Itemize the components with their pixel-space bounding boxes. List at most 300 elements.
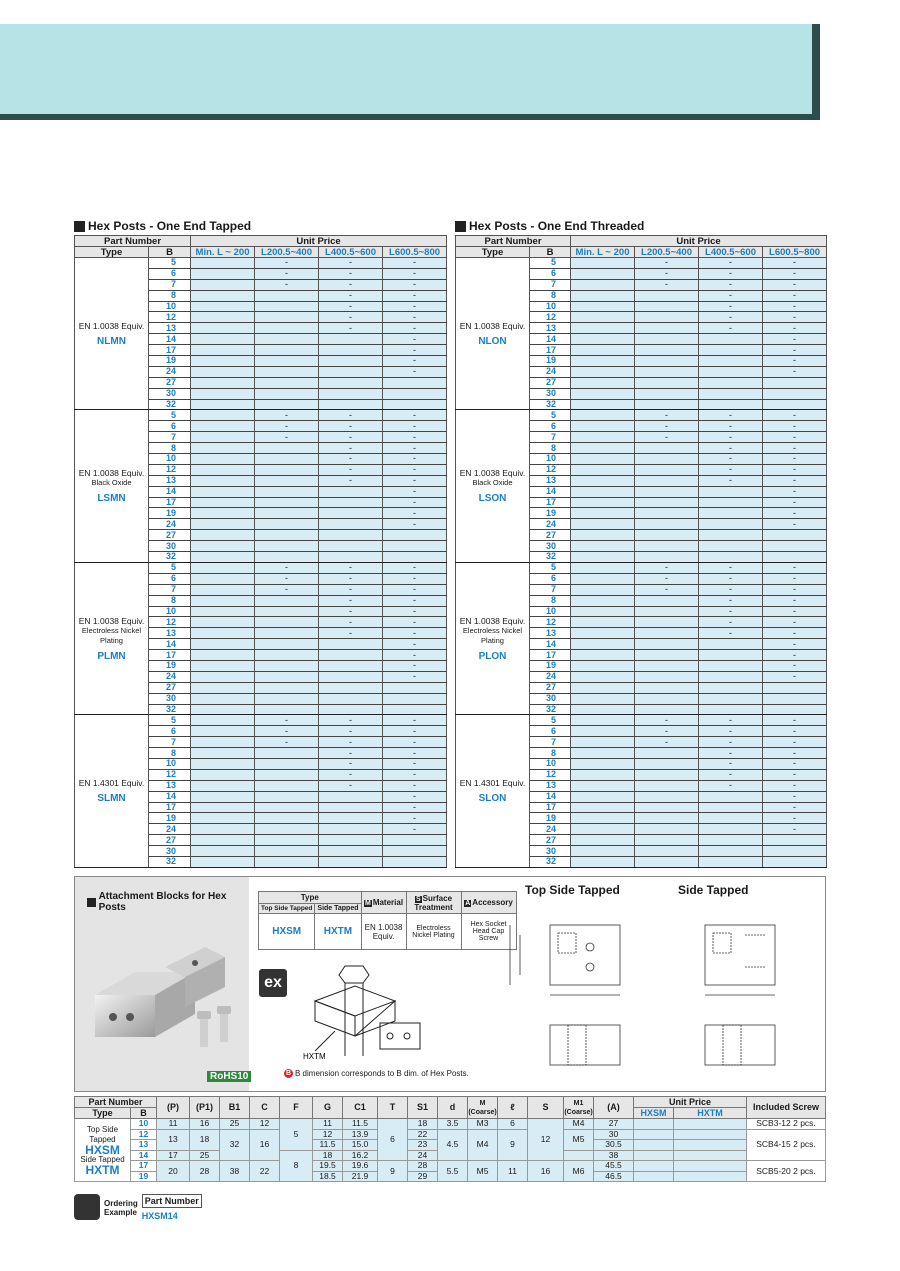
price-cell: - [319, 301, 383, 312]
price-cell [699, 835, 763, 846]
price-cell: - [763, 279, 827, 290]
table-row [75, 258, 447, 269]
ordering-icon [74, 1194, 100, 1220]
dims-cell: 16 [190, 1119, 220, 1130]
price-cell [635, 552, 699, 563]
price-cell [635, 388, 699, 399]
dims-cell: 24 [408, 1150, 438, 1161]
price-cell [191, 552, 255, 563]
price-cell [635, 530, 699, 541]
b-value: 12 [149, 312, 191, 323]
dims-cell: 16 [528, 1161, 564, 1182]
price-cell [191, 573, 255, 584]
b-value: 17 [149, 650, 191, 661]
price-cell [635, 464, 699, 475]
price-cell [191, 660, 255, 671]
price-cell [635, 791, 699, 802]
price-cell [383, 846, 447, 857]
price-cell [763, 377, 827, 388]
dims-col-c1: C1 [343, 1097, 378, 1119]
table-row [456, 715, 827, 726]
b-value: 14 [149, 486, 191, 497]
price-cell: - [255, 432, 319, 443]
price-cell [635, 693, 699, 704]
b-value: 30 [149, 388, 191, 399]
price-cell [635, 835, 699, 846]
b-value: 27 [149, 835, 191, 846]
b-value: 13 [530, 475, 571, 486]
price-cell [635, 541, 699, 552]
price-cell: - [319, 758, 383, 769]
price-cell [319, 519, 383, 530]
price-cell: - [699, 628, 763, 639]
price-cell [255, 552, 319, 563]
price-cell [319, 791, 383, 802]
b-value: 17 [530, 497, 571, 508]
dims-cell: 18 [313, 1150, 343, 1161]
price-cell: - [319, 323, 383, 334]
price-cell: - [319, 279, 383, 290]
table-row [75, 562, 447, 573]
price-cell [319, 835, 383, 846]
price-cell [571, 279, 635, 290]
price-cell: - [383, 432, 447, 443]
dims-col-t: T [378, 1097, 408, 1119]
dims-cell: SCB5-20 2 pcs. [747, 1161, 826, 1182]
price-cell [255, 388, 319, 399]
b-value: 8 [149, 290, 191, 301]
price-cell [191, 802, 255, 813]
b-value: 27 [530, 530, 571, 541]
price-cell: - [383, 660, 447, 671]
b-value: 32 [530, 552, 571, 563]
price-cell [255, 606, 319, 617]
price-cell: - [699, 737, 763, 748]
price-cell: - [319, 628, 383, 639]
price-cell [191, 769, 255, 780]
dims-cell: 23 [408, 1140, 438, 1151]
b-value: 6 [149, 573, 191, 584]
price-cell [571, 573, 635, 584]
spec-surface-value: Electroless Nickel Plating [406, 914, 461, 950]
b-value: 8 [530, 595, 571, 606]
price-cell [699, 508, 763, 519]
price-cell: - [319, 421, 383, 432]
price-cell [635, 682, 699, 693]
price-cell [571, 410, 635, 421]
price-cell [571, 486, 635, 497]
price-cell [699, 693, 763, 704]
price-cell [319, 377, 383, 388]
price-cell: - [383, 802, 447, 813]
b-value: 14 [149, 639, 191, 650]
price-cell [191, 519, 255, 530]
price-cell: - [383, 290, 447, 301]
price-cell [635, 443, 699, 454]
b-value: 13 [149, 323, 191, 334]
dimensions-table [74, 1096, 826, 1182]
dims-cell: 22 [408, 1129, 438, 1140]
b-value: 30 [149, 541, 191, 552]
price-cell [635, 704, 699, 715]
price-cell [635, 454, 699, 465]
price-cell [699, 334, 763, 345]
price-cell [255, 334, 319, 345]
price-cell: - [383, 628, 447, 639]
attachment-block-photo [75, 877, 249, 1091]
price-cell [191, 464, 255, 475]
b-value: 19 [530, 813, 571, 824]
dims-price-hxsm [634, 1150, 674, 1161]
b-value: 12 [530, 312, 571, 323]
dims-b-header: B [131, 1108, 157, 1119]
price-cell [383, 377, 447, 388]
price-cell [319, 846, 383, 857]
b-value: 27 [530, 682, 571, 693]
price-cell [191, 737, 255, 748]
price-cell [571, 530, 635, 541]
dims-cell: 11 [498, 1161, 528, 1182]
price-cell [255, 650, 319, 661]
price-cell: - [319, 617, 383, 628]
price-cell [699, 856, 763, 867]
price-cell [635, 595, 699, 606]
price-cell [191, 454, 255, 465]
b-value: 5 [149, 715, 191, 726]
price-cell [191, 541, 255, 552]
b-value: 6 [149, 421, 191, 432]
price-cell [763, 399, 827, 410]
price-cell [763, 693, 827, 704]
dims-type-header: Type [75, 1108, 131, 1119]
spec-side-code: HXTM [315, 914, 361, 950]
price-cell [571, 617, 635, 628]
spec-material-header: M Material [361, 892, 406, 914]
dims-col-s1: S1 [408, 1097, 438, 1119]
price-cell [571, 443, 635, 454]
price-cell: - [699, 279, 763, 290]
price-cell [571, 258, 635, 269]
price-cell [255, 377, 319, 388]
b-value: 12 [149, 617, 191, 628]
b-value: 8 [149, 748, 191, 759]
b-value: 6 [149, 268, 191, 279]
price-cell: - [763, 584, 827, 595]
price-cell: - [383, 279, 447, 290]
price-cell [319, 704, 383, 715]
price-cell [255, 519, 319, 530]
dims-price-hxtm [674, 1140, 747, 1151]
dims-b-value: 17 [131, 1161, 157, 1172]
price-cell: - [763, 356, 827, 367]
price-cell: - [383, 758, 447, 769]
type-cell: EN 1.0038 Equiv. NLON [456, 258, 530, 410]
price-cell: - [699, 312, 763, 323]
price-cell [255, 704, 319, 715]
price-cell: - [635, 410, 699, 421]
b-value: 12 [149, 464, 191, 475]
price-cell [191, 704, 255, 715]
price-cell [319, 356, 383, 367]
dims-price-hxsm [634, 1140, 674, 1151]
b-value: 17 [530, 345, 571, 356]
b-value: 7 [530, 279, 571, 290]
type-cell: EN 1.4301 Equiv. SLON [456, 715, 530, 867]
dims-cell: 21.9 [343, 1171, 378, 1182]
b-value: 10 [530, 758, 571, 769]
assembly-diagram [295, 961, 445, 1073]
dims-cell: 9 [378, 1161, 408, 1182]
price-cell: - [383, 715, 447, 726]
price-cell [699, 345, 763, 356]
ordering-label: Ordering Example [104, 1199, 138, 1217]
dims-cell: 8 [280, 1150, 313, 1182]
b-value: 13 [530, 323, 571, 334]
price-col-4: L600.5~800 [763, 247, 827, 258]
price-cell: - [255, 715, 319, 726]
price-cell [571, 835, 635, 846]
price-cell [255, 628, 319, 639]
price-cell: - [699, 432, 763, 443]
price-cell [255, 769, 319, 780]
price-cell: - [763, 562, 827, 573]
b-value: 13 [149, 475, 191, 486]
b-value: 32 [149, 856, 191, 867]
price-cell [763, 835, 827, 846]
price-cell: - [763, 802, 827, 813]
b-value: 14 [530, 334, 571, 345]
price-cell: - [699, 584, 763, 595]
b-header: B [149, 247, 191, 258]
price-cell: - [699, 758, 763, 769]
price-cell [571, 769, 635, 780]
part-number-header: Part Number [75, 236, 191, 247]
dims-cell: 46.5 [594, 1171, 634, 1182]
dims-price-hxtm [674, 1171, 747, 1182]
price-cell: - [319, 595, 383, 606]
dims-cell: 28 [190, 1161, 220, 1182]
price-cell [635, 508, 699, 519]
price-cell [255, 497, 319, 508]
price-cell [635, 780, 699, 791]
b-value: 13 [149, 780, 191, 791]
price-cell [191, 432, 255, 443]
price-cell [191, 410, 255, 421]
price-cell [255, 399, 319, 410]
price-cell [255, 693, 319, 704]
rohs-badge: RoHS10 [207, 1071, 251, 1082]
price-cell: - [763, 769, 827, 780]
price-cell [319, 824, 383, 835]
price-cell: - [319, 606, 383, 617]
b-value: 10 [149, 454, 191, 465]
technical-drawings [490, 905, 790, 1085]
price-cell [191, 388, 255, 399]
price-cell: - [383, 497, 447, 508]
b-value: 24 [149, 519, 191, 530]
price-cell [699, 813, 763, 824]
price-cell: - [763, 650, 827, 661]
price-cell [255, 530, 319, 541]
dims-cell: M5 [564, 1129, 594, 1150]
dims-col-m: M (Coarse) [468, 1097, 498, 1119]
price-cell [319, 345, 383, 356]
dims-cell: 30.5 [594, 1140, 634, 1151]
price-cell: - [635, 279, 699, 290]
price-cell: - [319, 748, 383, 759]
price-cell [635, 846, 699, 857]
dims-col-g: G [313, 1097, 343, 1119]
price-cell: - [383, 410, 447, 421]
dims-unit-price-header: Unit Price [634, 1097, 747, 1108]
price-cell: - [763, 758, 827, 769]
price-cell [571, 715, 635, 726]
price-cell: - [699, 290, 763, 301]
price-cell: - [699, 617, 763, 628]
price-cell [699, 639, 763, 650]
b-value: 24 [530, 366, 571, 377]
b-value: 32 [530, 704, 571, 715]
b-value: 5 [149, 562, 191, 573]
b-value: 14 [530, 639, 571, 650]
type-cell: EN 1.0038 Equiv. Electroless Nickel Plating PLMN [75, 562, 149, 714]
price-cell: - [763, 432, 827, 443]
price-cell [571, 497, 635, 508]
price-cell [571, 791, 635, 802]
price-cell: - [763, 639, 827, 650]
price-cell: - [319, 443, 383, 454]
price-cell: - [699, 726, 763, 737]
price-col-3: L400.5~600 [699, 247, 763, 258]
price-cell [635, 356, 699, 367]
price-cell [191, 813, 255, 824]
dims-cell: 5 [280, 1119, 313, 1151]
price-cell [763, 552, 827, 563]
spec-top-side-label: Top Side Tapped [259, 904, 315, 914]
price-cell [635, 617, 699, 628]
attachment-title: Attachment Blocks for Hex Posts [87, 891, 249, 913]
price-cell [635, 748, 699, 759]
ordering-part-number-label: Part Number [142, 1194, 202, 1208]
price-cell [255, 366, 319, 377]
dims-col-p: (P) [157, 1097, 190, 1119]
price-cell: - [763, 660, 827, 671]
dims-cell: SCB4-15 2 pcs. [747, 1129, 826, 1161]
dims-cell: M3 [468, 1119, 498, 1130]
price-cell [191, 748, 255, 759]
price-cell [191, 279, 255, 290]
price-cell [255, 356, 319, 367]
ordering-example-value: HXSM14 [141, 1211, 178, 1221]
price-cell [319, 671, 383, 682]
price-cell [191, 715, 255, 726]
price-cell: - [763, 268, 827, 279]
price-cell [255, 290, 319, 301]
b-value: 30 [530, 388, 571, 399]
attachment-spec-table [258, 891, 517, 950]
price-cell [699, 846, 763, 857]
b-value: 6 [530, 421, 571, 432]
b-value: 14 [530, 486, 571, 497]
b-value: 19 [149, 508, 191, 519]
price-cell [571, 421, 635, 432]
price-cell [191, 835, 255, 846]
type-cell: EN 1.0038 Equiv. Black Oxide LSON [456, 410, 530, 562]
b-value: 24 [149, 671, 191, 682]
b-value: 30 [530, 693, 571, 704]
b-value: 12 [530, 617, 571, 628]
price-cell [255, 486, 319, 497]
price-cell [571, 519, 635, 530]
b-value: 27 [149, 682, 191, 693]
b-value: 13 [530, 780, 571, 791]
price-cell: - [383, 475, 447, 486]
price-cell [635, 366, 699, 377]
price-cell [699, 530, 763, 541]
price-cell [191, 258, 255, 269]
price-cell [383, 835, 447, 846]
dims-cell: M5 [468, 1161, 498, 1182]
price-cell [191, 584, 255, 595]
price-cell [635, 769, 699, 780]
dims-cell: 5.5 [438, 1161, 468, 1182]
square-bullet-icon [455, 221, 466, 232]
price-cell: - [699, 421, 763, 432]
price-cell [191, 508, 255, 519]
price-cell [699, 519, 763, 530]
price-cell [255, 824, 319, 835]
price-cell: - [635, 584, 699, 595]
price-cell [763, 846, 827, 857]
price-cell [571, 454, 635, 465]
price-cell [319, 541, 383, 552]
price-cell: - [383, 454, 447, 465]
price-cell [191, 595, 255, 606]
price-cell [383, 856, 447, 867]
price-cell [699, 388, 763, 399]
price-cell [191, 562, 255, 573]
price-cell: - [383, 584, 447, 595]
dims-part-number-header: Part Number [75, 1097, 157, 1108]
price-cell: - [383, 268, 447, 279]
price-cell [571, 726, 635, 737]
type-header: Type [456, 247, 530, 258]
part-number-header: Part Number [456, 236, 571, 247]
price-cell: - [635, 258, 699, 269]
price-cell [571, 813, 635, 824]
price-cell: - [763, 454, 827, 465]
price-cell [191, 650, 255, 661]
price-cell: - [763, 464, 827, 475]
price-cell [319, 682, 383, 693]
price-cell [319, 508, 383, 519]
price-cell [571, 802, 635, 813]
dims-cell: 20 [157, 1161, 190, 1182]
dims-cell: 3.5 [438, 1119, 468, 1130]
price-cell [699, 650, 763, 661]
dims-cell: 4.5 [438, 1129, 468, 1161]
b-value: 17 [530, 802, 571, 813]
price-cell [699, 824, 763, 835]
price-cell: - [319, 454, 383, 465]
price-cell: - [255, 726, 319, 737]
dims-cell: 27 [594, 1119, 634, 1130]
price-col-1: Min. L ~ 200 [191, 247, 255, 258]
dims-price-hxsm [634, 1129, 674, 1140]
b-value: 8 [530, 290, 571, 301]
price-cell [635, 606, 699, 617]
price-cell [383, 541, 447, 552]
